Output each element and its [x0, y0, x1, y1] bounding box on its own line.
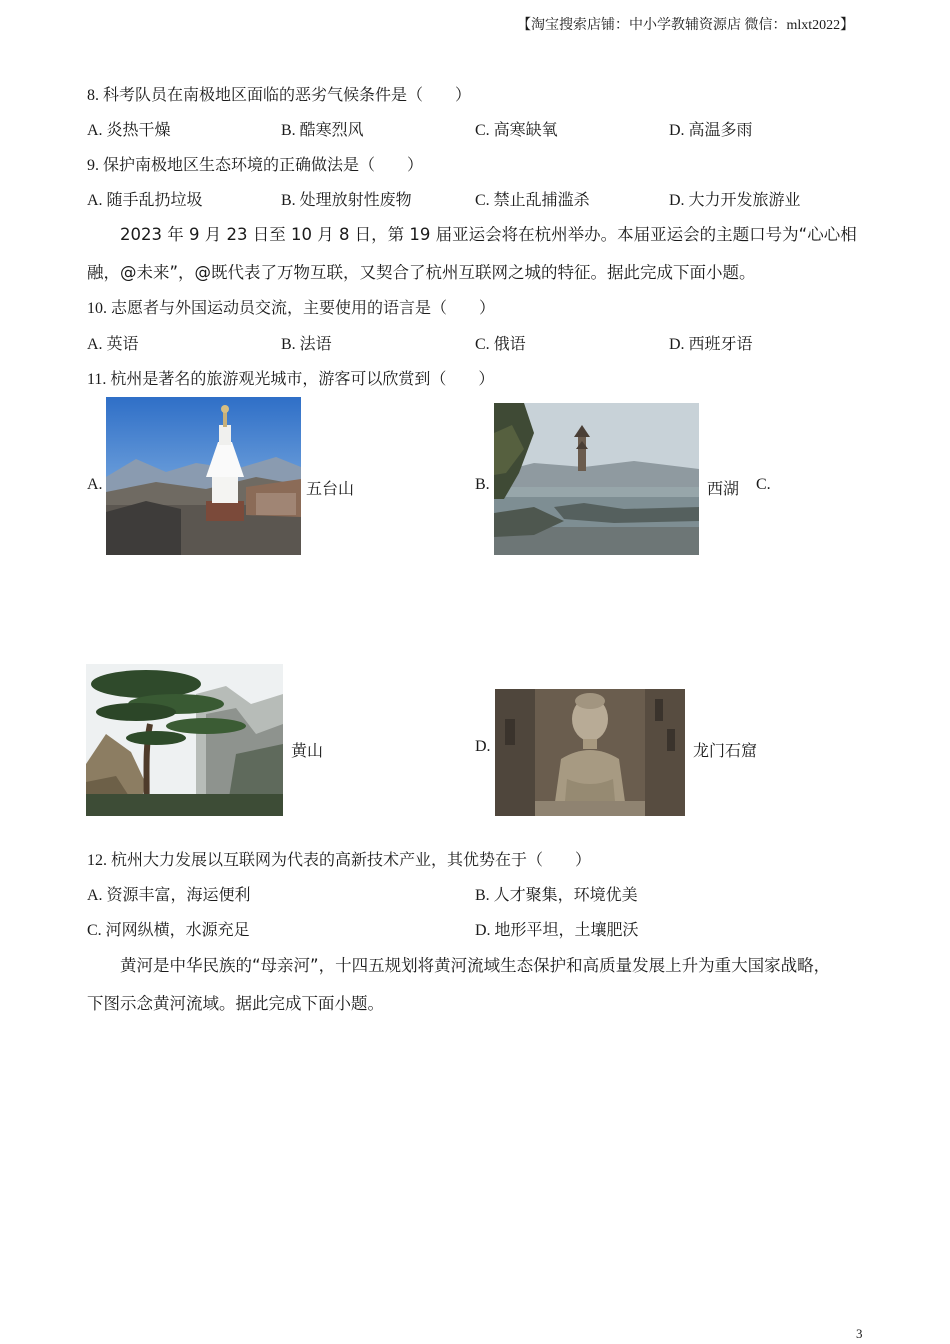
question-8-stem: 8. 科考队员在南极地区面临的恶劣气候条件是（ ） — [87, 87, 472, 104]
question-11-option-b-name: 西湖 — [707, 481, 740, 498]
question-12-option-d: D. 地形平坦，土壤肥沃 — [475, 922, 639, 939]
passage-yellow-river-line1: 黄河是中华民族的“母亲河”，十四五规划将黄河流域生态保护和高质量发展上升为重大国家战略， — [120, 956, 831, 975]
question-10-option-a: A. 英语 — [87, 336, 139, 353]
question-11-option-a-letter: A. — [87, 476, 103, 493]
passage-yellow-river-line2: 下图示念黄河流域。据此完成下面小题。 — [87, 994, 384, 1013]
page-header: 【淘宝搜索店铺：中小学教辅资源店 微信：mlxt2022】 — [517, 18, 855, 33]
passage-asian-games-line1: 2023 年 9 月 23 日至 10 月 8 日，第 19 届亚运会将在杭州举办。本届亚运会的主题口号为“心心相 — [120, 225, 857, 244]
question-11-option-d-name: 龙门石窟 — [693, 743, 758, 760]
question-11-option-c-letter: C. — [756, 476, 771, 493]
question-9-option-d: D. 大力开发旅游业 — [669, 192, 801, 209]
question-11-stem: 11. 杭州是著名的旅游观光城市，游客可以欣赏到（ ） — [87, 371, 495, 388]
xihu-photo — [494, 403, 699, 555]
question-9-option-a: A. 随手乱扔垃圾 — [87, 192, 203, 209]
longmen-grottoes-photo — [495, 689, 685, 816]
question-9-option-b: B. 处理放射性废物 — [281, 192, 412, 209]
question-10-option-b: B. 法语 — [281, 336, 332, 353]
huangshan-photo — [86, 664, 283, 816]
question-12-stem: 12. 杭州大力发展以互联网为代表的高新技术产业，其优势在于（ ） — [87, 852, 592, 869]
question-11-option-d-letter: D. — [475, 738, 491, 755]
question-11-option-a-name: 五台山 — [306, 481, 355, 498]
question-10-option-d: D. 西班牙语 — [669, 336, 753, 353]
question-10-option-c: C. 俄语 — [475, 336, 526, 353]
question-10-stem: 10. 志愿者与外国运动员交流，主要使用的语言是（ ） — [87, 300, 496, 317]
passage-asian-games-line2: 融，@未来”，@既代表了万物互联，又契合了杭州互联网之城的特征。据此完成下面小题。 — [87, 263, 756, 282]
question-8-option-c: C. 高寒缺氧 — [475, 122, 558, 139]
question-8-option-a: A. 炎热干燥 — [87, 122, 171, 139]
question-8-option-b: B. 酷寒烈风 — [281, 122, 364, 139]
question-12-option-a: A. 资源丰富，海运便利 — [87, 887, 251, 904]
question-12-option-b: B. 人才聚集，环境优美 — [475, 887, 638, 904]
wutaishan-photo — [106, 397, 301, 555]
question-11-option-c-name: 黄山 — [291, 743, 324, 760]
question-11-option-b-letter: B. — [475, 476, 490, 493]
question-9-option-c: C. 禁止乱捕滥杀 — [475, 192, 590, 209]
question-12-option-c: C. 河网纵横，水源充足 — [87, 922, 250, 939]
question-8-option-d: D. 高温多雨 — [669, 122, 753, 139]
question-9-stem: 9. 保护南极地区生态环境的正确做法是（ ） — [87, 157, 424, 174]
page-number: 3 — [856, 1326, 863, 1341]
